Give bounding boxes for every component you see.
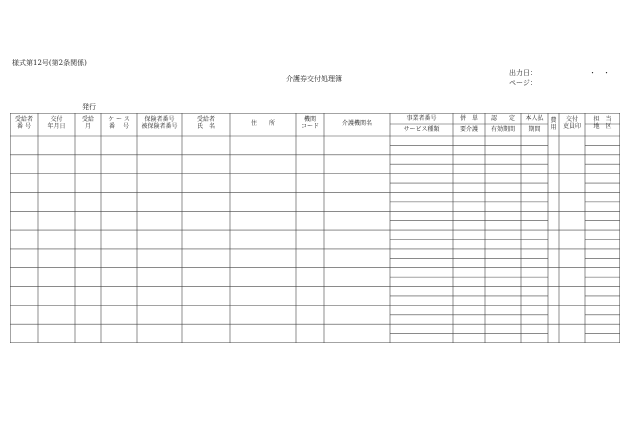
- output-date-label: 出力日：: [509, 69, 537, 77]
- issue-label: 発行: [82, 103, 96, 111]
- col-institution-code: 機関 コード: [300, 116, 319, 130]
- col-combined: 併 単: [459, 115, 478, 122]
- col-issuing-officer: 交付 吏員印: [562, 116, 581, 130]
- ledger-grid: [10, 113, 620, 343]
- col-period: 期間: [528, 126, 541, 133]
- col-recipient-name: 受給者 氏 名: [196, 116, 215, 130]
- document-title: 介護券交付処理簿: [286, 75, 342, 83]
- col-provider-no: 事業者番号: [406, 115, 437, 122]
- col-district: 担 当 地 区: [593, 116, 612, 130]
- col-recipient-no: 受給者 番 号: [14, 116, 33, 130]
- col-expense: 費 用: [550, 117, 557, 131]
- col-case-no: ケ ー ス 番 号: [108, 116, 130, 130]
- col-certification: 認 定: [490, 115, 515, 122]
- date-separator-2: ・: [603, 69, 610, 77]
- col-address: 住 所: [250, 120, 275, 127]
- col-valid-period: 有効期間: [490, 126, 515, 133]
- col-service-type: サービス種類: [403, 126, 440, 133]
- col-issue-date: 交付 年月日: [47, 116, 66, 130]
- ledger-table: [10, 113, 620, 343]
- col-benefit-month: 受給 月: [81, 116, 94, 130]
- page-label: ページ：: [509, 79, 537, 87]
- date-separator-1: ・: [589, 69, 596, 77]
- form-number: 様式第12号(第2条関係): [12, 59, 87, 67]
- col-care-level: 要介護: [459, 126, 478, 133]
- col-self-pay: 本人払: [525, 115, 544, 122]
- col-institution-name: 介護機関名: [341, 120, 372, 127]
- col-insurer-no: 保険者番号 被保険者番号: [141, 116, 178, 130]
